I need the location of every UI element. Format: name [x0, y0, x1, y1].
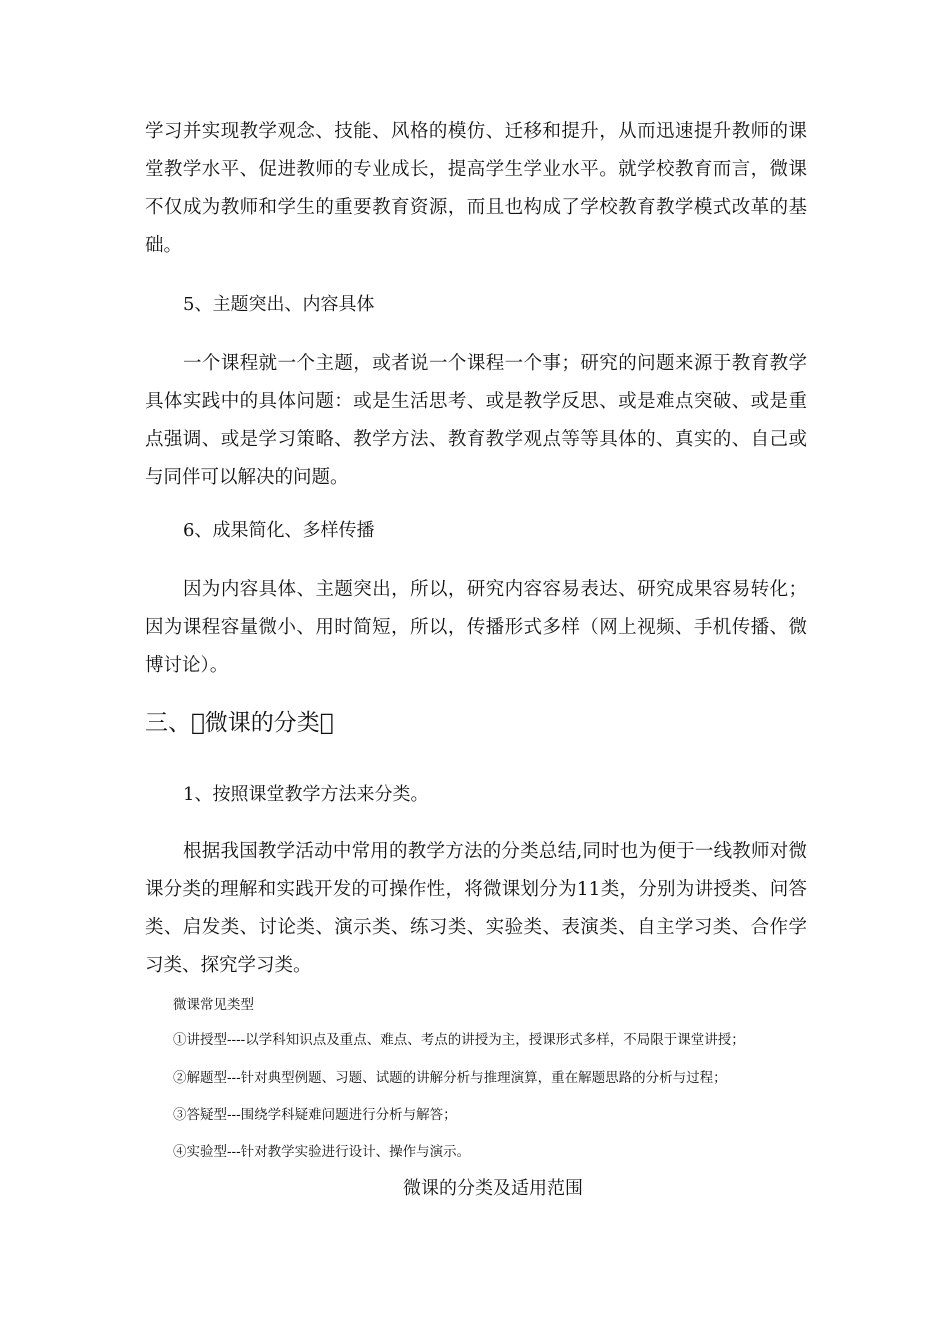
paragraph-classification: 根据我国教学活动中常用的教学方法的分类总结,同时也为便于一线教师对微课分类的理解和实践开发的可操作性，将微课划分为11类，分别为讲授类、问答类、启发类、讨论类、演示类、练习类、实验类、表演类、自主学习类、合作学习类、探究学习类。 — [145, 841, 807, 976]
paragraph-topic: 一个课程就一个主题，或者说一个课程一个事；研究的问题来源于教育教学具体实践中的具体问题：或是生活思考、或是教学反思、或是难点突破、或是重点强调、或是学习策略、教学方法、教育教学观点等等具体的、真实的、自己或与同伴可以解决的问题。 — [145, 353, 807, 488]
type-item-problem-solving: ②解题型---针对典型例题、习题、试题的讲解分析与推理演算，重在解题思路的分析与过程； — [173, 1070, 727, 1086]
section-title: 三、 微课的分类  — [145, 710, 334, 736]
paragraph-results: 因为内容具体、主题突出，所以，研究内容容易表达、研究成果容易转化；因为课程容量微小、用时简短，所以，传播形式多样（网上视频、手机传播、微博讨论）。 — [145, 579, 807, 676]
subheading-5: 5、主题突出、内容具体 — [183, 294, 375, 315]
figure-caption: 微课的分类及适用范围 — [403, 1178, 583, 1199]
subheading-6: 6、成果简化、多样传播 — [183, 520, 375, 541]
type-item-experiment: ④实验型---针对教学实验进行设计、操作与演示。 — [173, 1144, 471, 1160]
paragraph-intro-continuation: 学习并实现教学观念、技能、风格的模仿、迁移和提升，从而迅速提升教师的课堂教学水平、促进教师的专业成长，提高学生学业水平。就学校教育而言，微课不仅成为教师和学生的重要教育资源，而且也构成了学校教育教学模式改革的基础。 — [145, 121, 807, 256]
subheading-1: 1、按照课堂教学方法来分类。 — [183, 784, 429, 805]
type-item-qa: ③答疑型---围绕学科疑难问题进行分析与解答； — [173, 1107, 457, 1123]
types-box-title: 微课常见类型 — [173, 997, 254, 1013]
type-item-lecture: ①讲授型----以学科知识点及重点、难点、考点的讲授为主，授课形式多样，不局限于课堂讲授； — [173, 1032, 745, 1048]
